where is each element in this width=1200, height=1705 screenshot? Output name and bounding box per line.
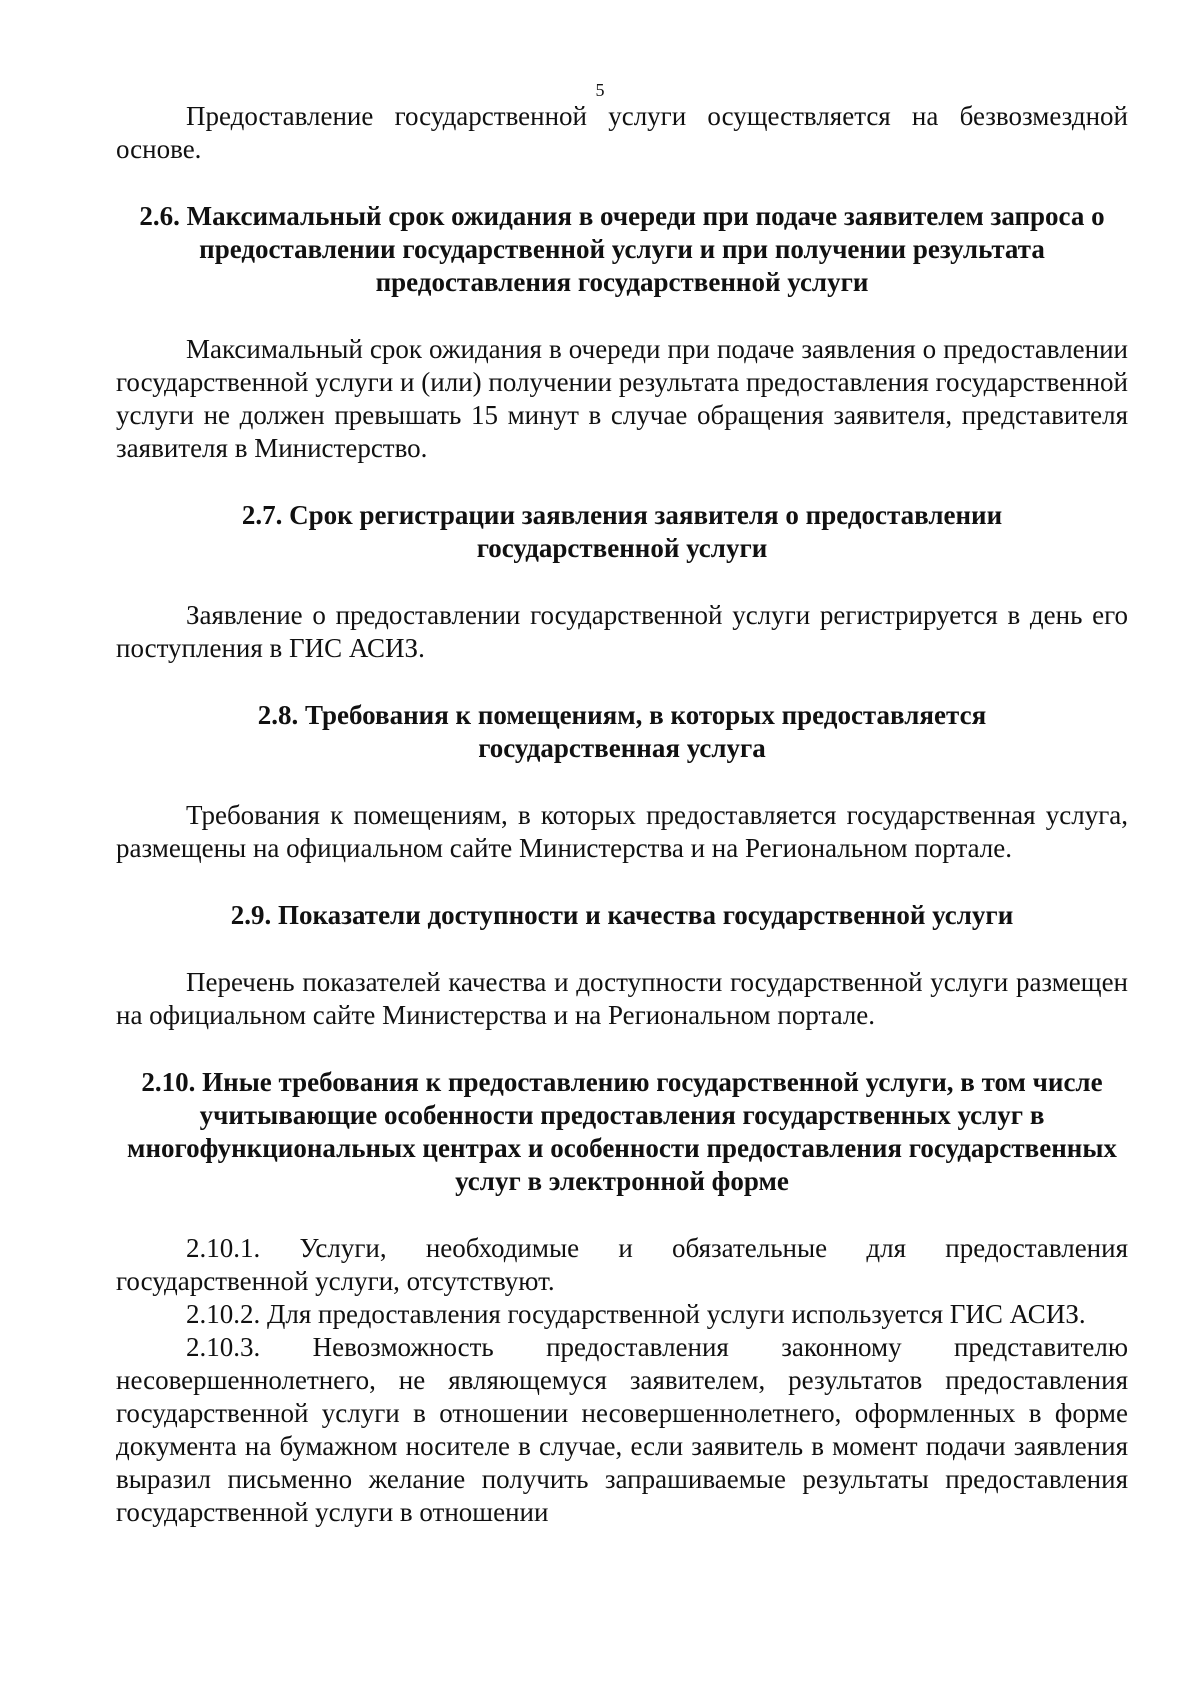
heading-2-9: 2.9. Показатели доступности и качества государственной услуги	[230, 900, 1014, 930]
heading-2-6: 2.6. Максимальный срок ожидания в очереди при подаче заявителем запроса о предоставлении государственной услуги и при получении результата предоставления государственной услуги	[139, 201, 1105, 297]
paragraph-2-10-3: 2.10.3. Невозможность предоставления законному представителю несовершеннолетнего, не являющемуся заявителем, результатов предоставления государственной услуги в отношении несовершеннолетнего, оформленных в форме документа на бумажном носителе в случае, если заявитель в момент подачи заявления выразил письменно желание получить запрашиваемые результаты предоставления государственной услуги в отношении	[116, 1332, 1128, 1527]
document-body	[116, 100, 1128, 1529]
paragraph-2-9: Перечень показателей качества и доступности государственной услуги размещен на официальном сайте Министерства и на Региональном портале.	[116, 967, 1128, 1030]
paragraph-2-6: Максимальный срок ожидания в очереди при подаче заявления о предоставлении государственной услуги и (или) получении результата предоставления государственной услуги не должен превышать 15 минут в случае обращения заявителя, представителя заявителя в Министерство.	[116, 334, 1128, 463]
heading-2-10: 2.10. Иные требования к предоставлению государственной услуги, в том числе учитывающие особенности предоставления государственных услуг в многофункциональных центрах и особенности предоставления государственных услуг в электронной форме	[127, 1067, 1117, 1196]
intro-paragraph: Предоставление государственной услуги осуществляется на безвозмездной основе.	[116, 101, 1128, 164]
heading-2-8: 2.8. Требования к помещениям, в которых предоставляется государственная услуга	[257, 700, 987, 763]
page-number: 5	[595, 80, 605, 100]
paragraph-2-7: Заявление о предоставлении государственной услуги регистрируется в день его поступления в ГИС АСИЗ.	[116, 600, 1128, 663]
paragraph-2-10-2: 2.10.2. Для предоставления государственной услуги используется ГИС АСИЗ.	[186, 1299, 1086, 1329]
paragraph-2-10-1: 2.10.1. Услуги, необходимые и обязательные для предоставления государственной услуги, отсутствуют.	[116, 1233, 1128, 1296]
heading-2-7: 2.7. Срок регистрации заявления заявителя о предоставлении государственной услуги	[241, 500, 1003, 563]
paragraph-2-8: Требования к помещениям, в которых предоставляется государственная услуга, размещены на официальном сайте Министерства и на Региональном портале.	[116, 800, 1128, 863]
